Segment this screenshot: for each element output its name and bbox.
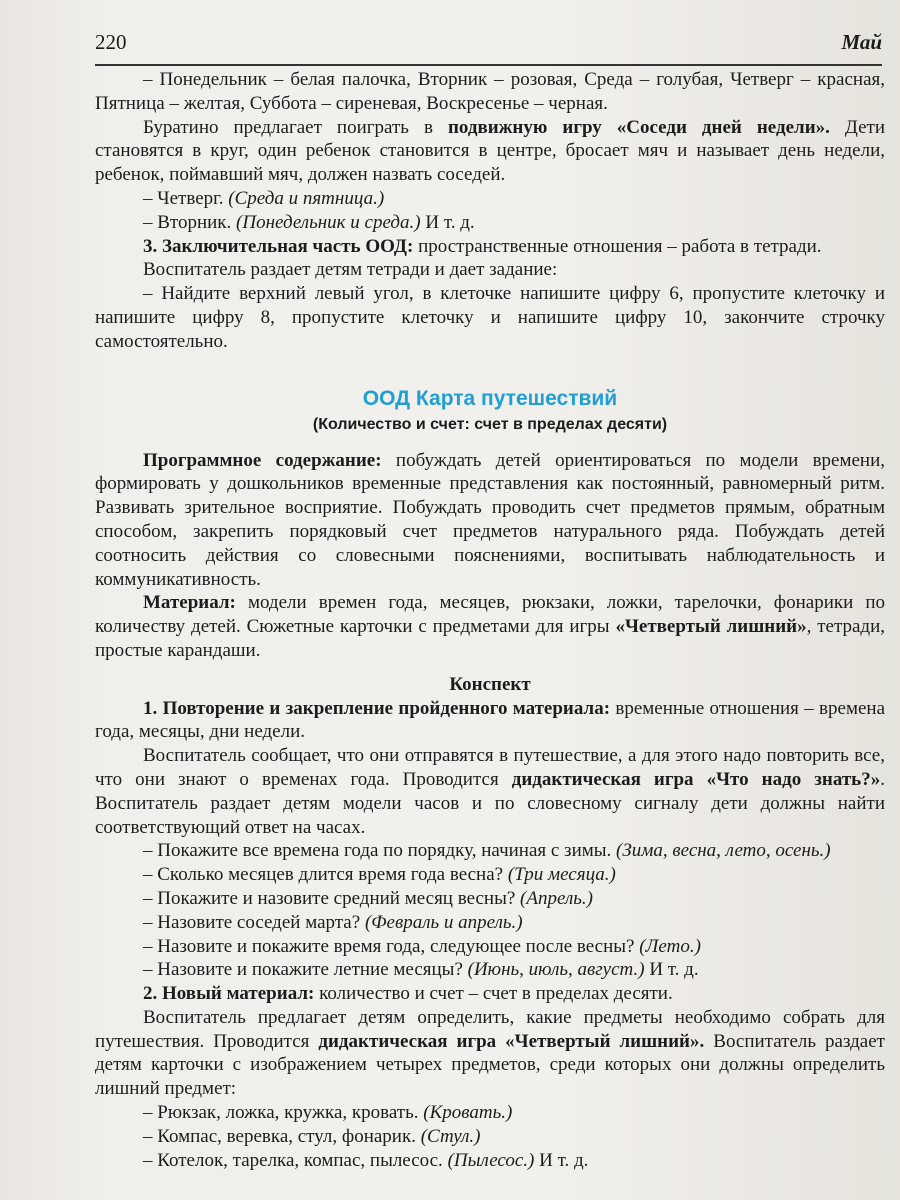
running-title: Май [841,30,882,54]
paragraph-program: Программное содержание: побуждать детей ориентироваться по модели времени, формировать у дошкольников временные представления как постоянный, равномерный ритм. Развивать зрительное восприятие. Побуждать проводить счет предметов прямым, обратным способом, закрепить порядковый счет предметов натурального ряда. Побуждать детей соотносить действия со словесными пояснениями, воспитывать наблюдательность и коммуникативность. [95,449,886,590]
page-body [95,68,885,1172]
konspekt-heading: Конспект [449,673,531,695]
question-line: – Назовите соседей марта? (Февраль и апрель.) [143,911,523,933]
dialog-line: – Четверг. (Среда и пятница.) [143,187,385,209]
paragraph-notebooks: Воспитатель раздает детям тетради и дает задание: [143,259,558,281]
question-line: – Назовите и покажите летние месяцы? (Июнь, июль, август.) И т. д. [143,959,699,981]
question-line: – Покажите все времена года по порядку, начиная с зимы. (Зима, весна, лето, осень.) [143,840,831,862]
paragraph-material: Материал: модели времен года, месяцев, рюкзаки, ложки, тарелочки, фонарики по количеству детей. Сюжетные карточки с предметами для игры «Четвертый лишний», тетради, простые карандаши. [95,592,886,661]
question-line: – Назовите и покажите время года, следующее после весны? (Лето.) [143,935,701,957]
paragraph-part-2-game: Воспитатель предлагает детям определить, какие предметы необходимо собрать для путешествия. Проводится дидактическая игра «Четвертый лишний». Воспитатель раздает детям карточки с изображением четырех предметов, среди которых они должны определить лишний предмет: [95,1006,885,1100]
paragraph-task: – Найдите верхний левый угол, в клеточке напишите цифру 6, пропустите клеточку и напишите цифру 8, пропустите клеточку и напишите цифру 10, закончите строчку самостоятельно. [95,283,885,352]
dialog-line: – Вторник. (Понедельник и среда.) И т. д. [143,211,475,233]
section-subtitle: (Количество и счет: счет в пределах десяти) [312,415,668,433]
paragraph-part-1-game: Воспитатель сообщает, что они отправятся в путешествие, а для этого надо повторить все, что они знают о временах года. Проводится дидактическая игра «Что надо знать?». Воспитатель раздает детям модели часов и по словесному сигналу дети должны найти соответствующий ответ на часах. [95,745,885,838]
answer-line: – Рюкзак, ложка, кружка, кровать. (Кровать.) [143,1102,513,1124]
answer-line: – Котелок, тарелка, компас, пылесос. (Пылесос.) И т. д. [143,1149,589,1171]
question-line: – Покажите и назовите средний месяц весны? (Апрель.) [143,887,593,909]
answer-line: – Компас, веревка, стул, фонарик. (Стул.) [143,1125,481,1147]
paragraph-part-2: 2. Новый материал: количество и счет – счет в пределах десяти. [143,983,673,1005]
page-number: 220 [95,30,127,54]
paragraph-game-intro: Буратино предлагает поиграть в подвижную игру «Соседи дней недели». Дети становятся в круг, один ребенок становится в центре, бросает мяч и называет день недели, ребенок, поймавший мяч, должен назвать соседей. [95,116,886,186]
question-line: – Сколько месяцев длится время года весна? (Три месяца.) [143,864,616,886]
paragraph-part-1: 1. Повторение и закрепление пройденного материала: временные отношения – времена года, месяцы, дни недели. [95,697,885,743]
paragraph-final-part: 3. Заключительная часть ООД: пространственные отношения – работа в тетради. [143,235,822,257]
page-header [95,28,882,66]
paragraph-day-colors: – Понедельник – белая палочка, Вторник – розовая, Среда – голубая, Четверг – красная, Пятница – желтая, Суббота – сиреневая, Воскресенье – черная. [95,69,885,114]
section-title: ООД Карта путешествий [362,386,618,410]
